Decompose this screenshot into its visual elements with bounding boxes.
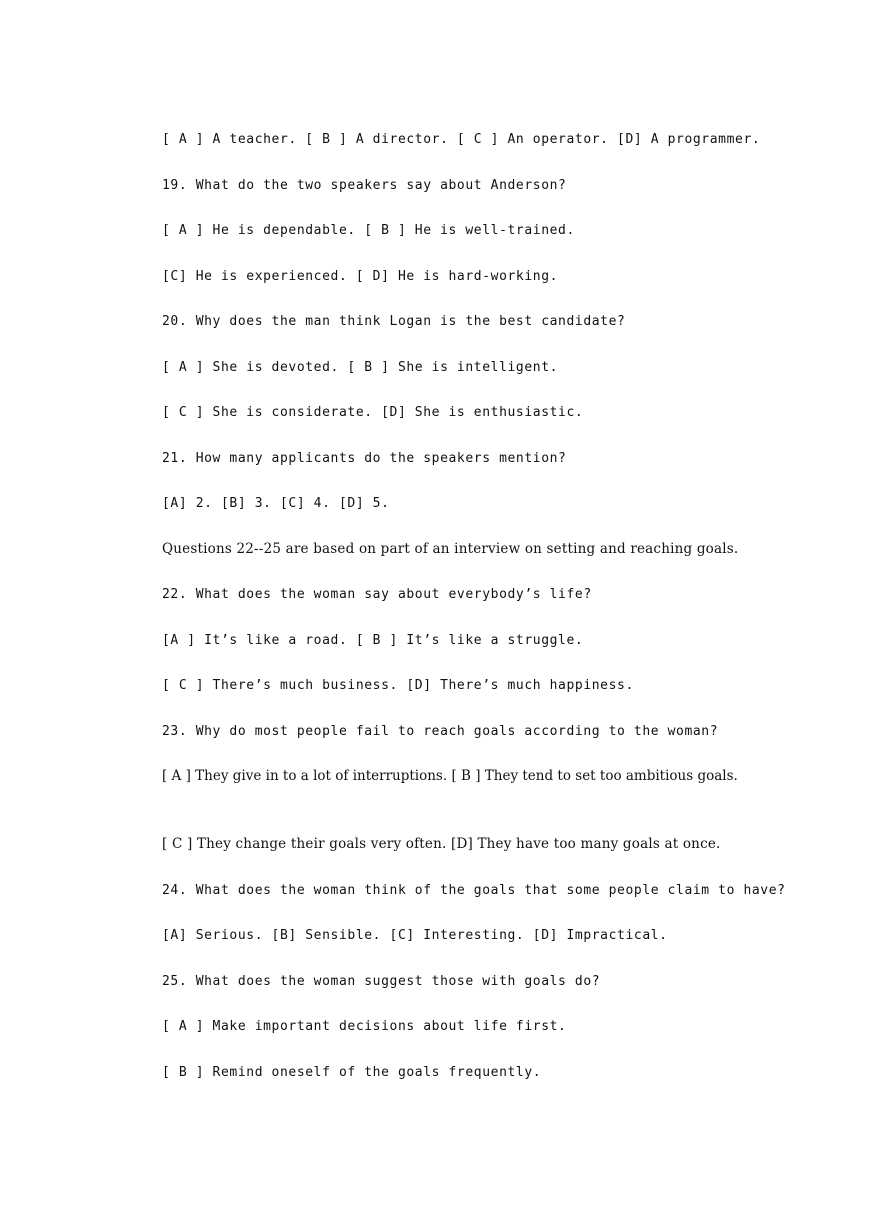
q18-options: [ A ] A teacher. [ B ] A director. [ C ] An operator. [D] A programmer. <box>162 132 761 147</box>
q23-options-ab: [ A ] They give in to a lot of interruptions. [ B ] They tend to set too ambitious goals. <box>162 768 738 784</box>
q20-question: 20. Why does the man think Logan is the best candidate? <box>162 314 626 329</box>
q23-question: 23. Why do most people fail to reach goals according to the woman? <box>162 724 719 739</box>
q25-option-a: [ A ] Make important decisions about life first. <box>162 1019 567 1034</box>
q20-options-ab: [ A ] She is devoted. [ B ] She is intelligent. <box>162 360 559 375</box>
q22-options-ab: [A ] It’s like a road. [ B ] It’s like a struggle. <box>162 633 584 648</box>
q24-options: [A] Serious. [B] Sensible. [C] Interesting. [D] Impractical. <box>162 928 668 943</box>
q25-option-b: [ B ] Remind oneself of the goals frequently. <box>162 1065 542 1080</box>
q22-question: 22. What does the woman say about everybody’s life? <box>162 587 592 602</box>
q20-options-cd: [ C ] She is considerate. [D] She is enthusiastic. <box>162 405 584 420</box>
q22-options-cd: [ C ] There’s much business. [D] There’s much happiness. <box>162 678 634 693</box>
q19-options-cd: [C] He is experienced. [ D] He is hard-working. <box>162 269 559 284</box>
q25-question: 25. What does the woman suggest those with goals do? <box>162 974 601 989</box>
q19-question: 19. What do the two speakers say about Anderson? <box>162 178 567 193</box>
q19-options-ab: [ A ] He is dependable. [ B ] He is well-trained. <box>162 223 575 238</box>
q21-options: [A] 2. [B] 3. [C] 4. [D] 5. <box>162 496 390 511</box>
q24-question: 24. What does the woman think of the goals that some people claim to have? <box>162 883 786 898</box>
section-heading: Questions 22--25 are based on part of an interview on setting and reaching goals. <box>162 541 739 557</box>
q23-options-cd: [ C ] They change their goals very often. [D] They have too many goals at once. <box>162 836 721 852</box>
q21-question: 21. How many applicants do the speakers mention? <box>162 451 567 466</box>
